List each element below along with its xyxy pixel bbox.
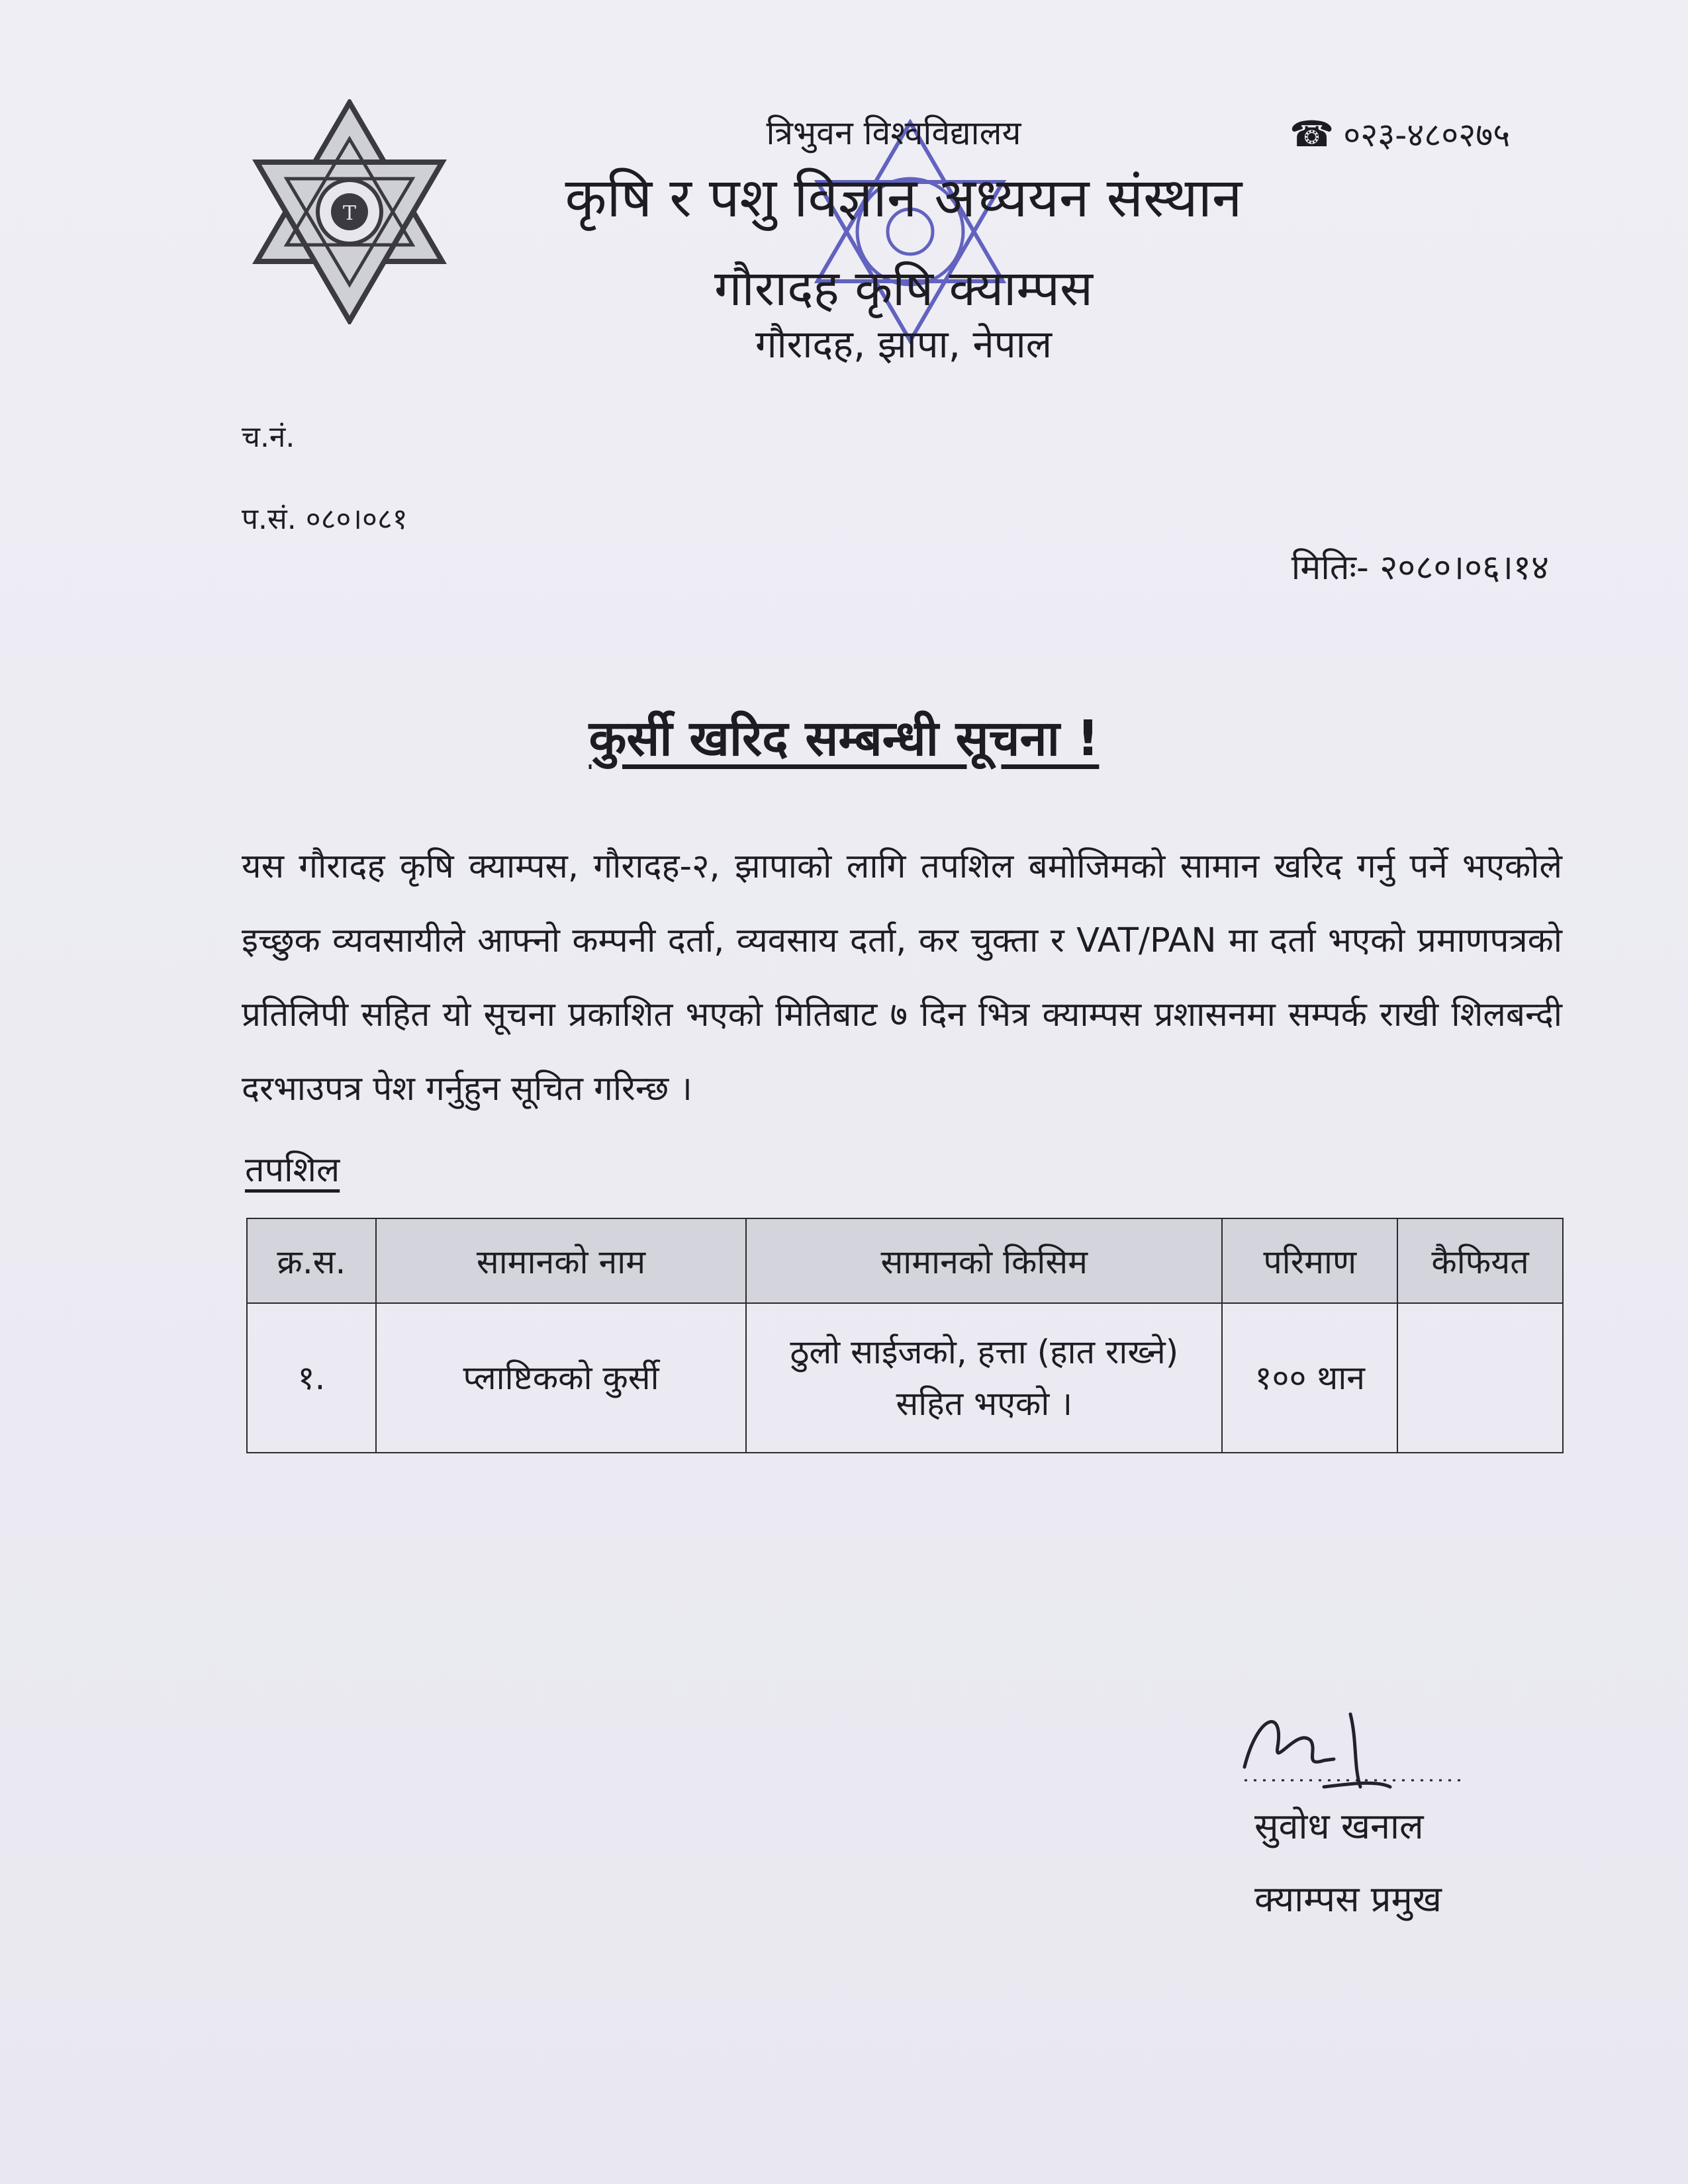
notice-title-text: कुर्सी खरिद सम्बन्धी सूचना ! <box>588 710 1100 767</box>
header-item-name: सामानको नाम <box>376 1218 746 1303</box>
table-row <box>247 1303 1563 1453</box>
cell-remarks <box>1397 1303 1563 1453</box>
phone-number <box>1289 111 1510 156</box>
signatory-name: सुवोध खनाल <box>1254 1805 1424 1847</box>
details-label: तपशिल <box>245 1150 340 1190</box>
phone-value: ०२३-४८०२७५ <box>1343 116 1511 154</box>
cell-serial: १. <box>247 1303 376 1453</box>
cell-quantity: १०० थान <box>1222 1303 1397 1453</box>
header-remarks: कैफियत <box>1397 1218 1563 1303</box>
header-serial: क्र.स. <box>247 1218 376 1303</box>
university-name: त्रिभुवन विश्वविद्यालय <box>766 114 1021 152</box>
svg-text:T: T <box>342 202 357 225</box>
cell-item-type: ठुलो साईजको, हत्ता (हात राख्ने) सहित भएको । <box>746 1303 1222 1453</box>
cell-item-name: प्लाष्टिकको कुर्सी <box>376 1303 746 1453</box>
telephone-icon: ☎ <box>1289 113 1335 155</box>
fiscal-year: प.सं. ०८०।०८१ <box>242 502 408 536</box>
signatory-role: क्याम्पस प्रमुख <box>1254 1878 1442 1920</box>
header-item-type: सामानको किसिम <box>746 1218 1222 1303</box>
table-header-row <box>247 1218 1563 1303</box>
notice-date: मितिः- २०८०।०६।१४ <box>1291 548 1549 588</box>
campus-address: गौरादह, झापा, नेपाल <box>755 322 1053 367</box>
dispatch-number: च.नं. <box>242 420 295 454</box>
notice-title <box>0 703 1688 770</box>
campus-name: गौरादह कृषि क्याम्पस <box>714 260 1093 317</box>
institute-name: कृषि र पशु विज्ञान अध्ययन संस्थान <box>565 167 1243 230</box>
signature-scribble-icon <box>1218 1688 1470 1800</box>
notice-body: यस गौरादह कृषि क्याम्पस, गौरादह-२, झापाको लागि तपशिल बमोजिमको सामान खरिद गर्नु पर्ने भएकोले इच्छुक व्यवसायीले आफ्नो कम्पनी दर्ता, व्यवसाय दर्ता, कर चुक्ता र VAT/PAN मा दर्ता भएको प्रमाणपत्रको प्रतिलिपी सहित यो सूचना प्रकाशित भएको मितिबाट ७ दिन भित्र क्याम्पस प्रशासनमा सम्पर्क राखी शिलबन्दी दरभाउपत्र पेश गर्नुहुन सूचित गरिन्छ । <box>242 847 1562 1109</box>
header-quantity: परिमाण <box>1222 1218 1397 1303</box>
items-table <box>246 1218 1564 1453</box>
